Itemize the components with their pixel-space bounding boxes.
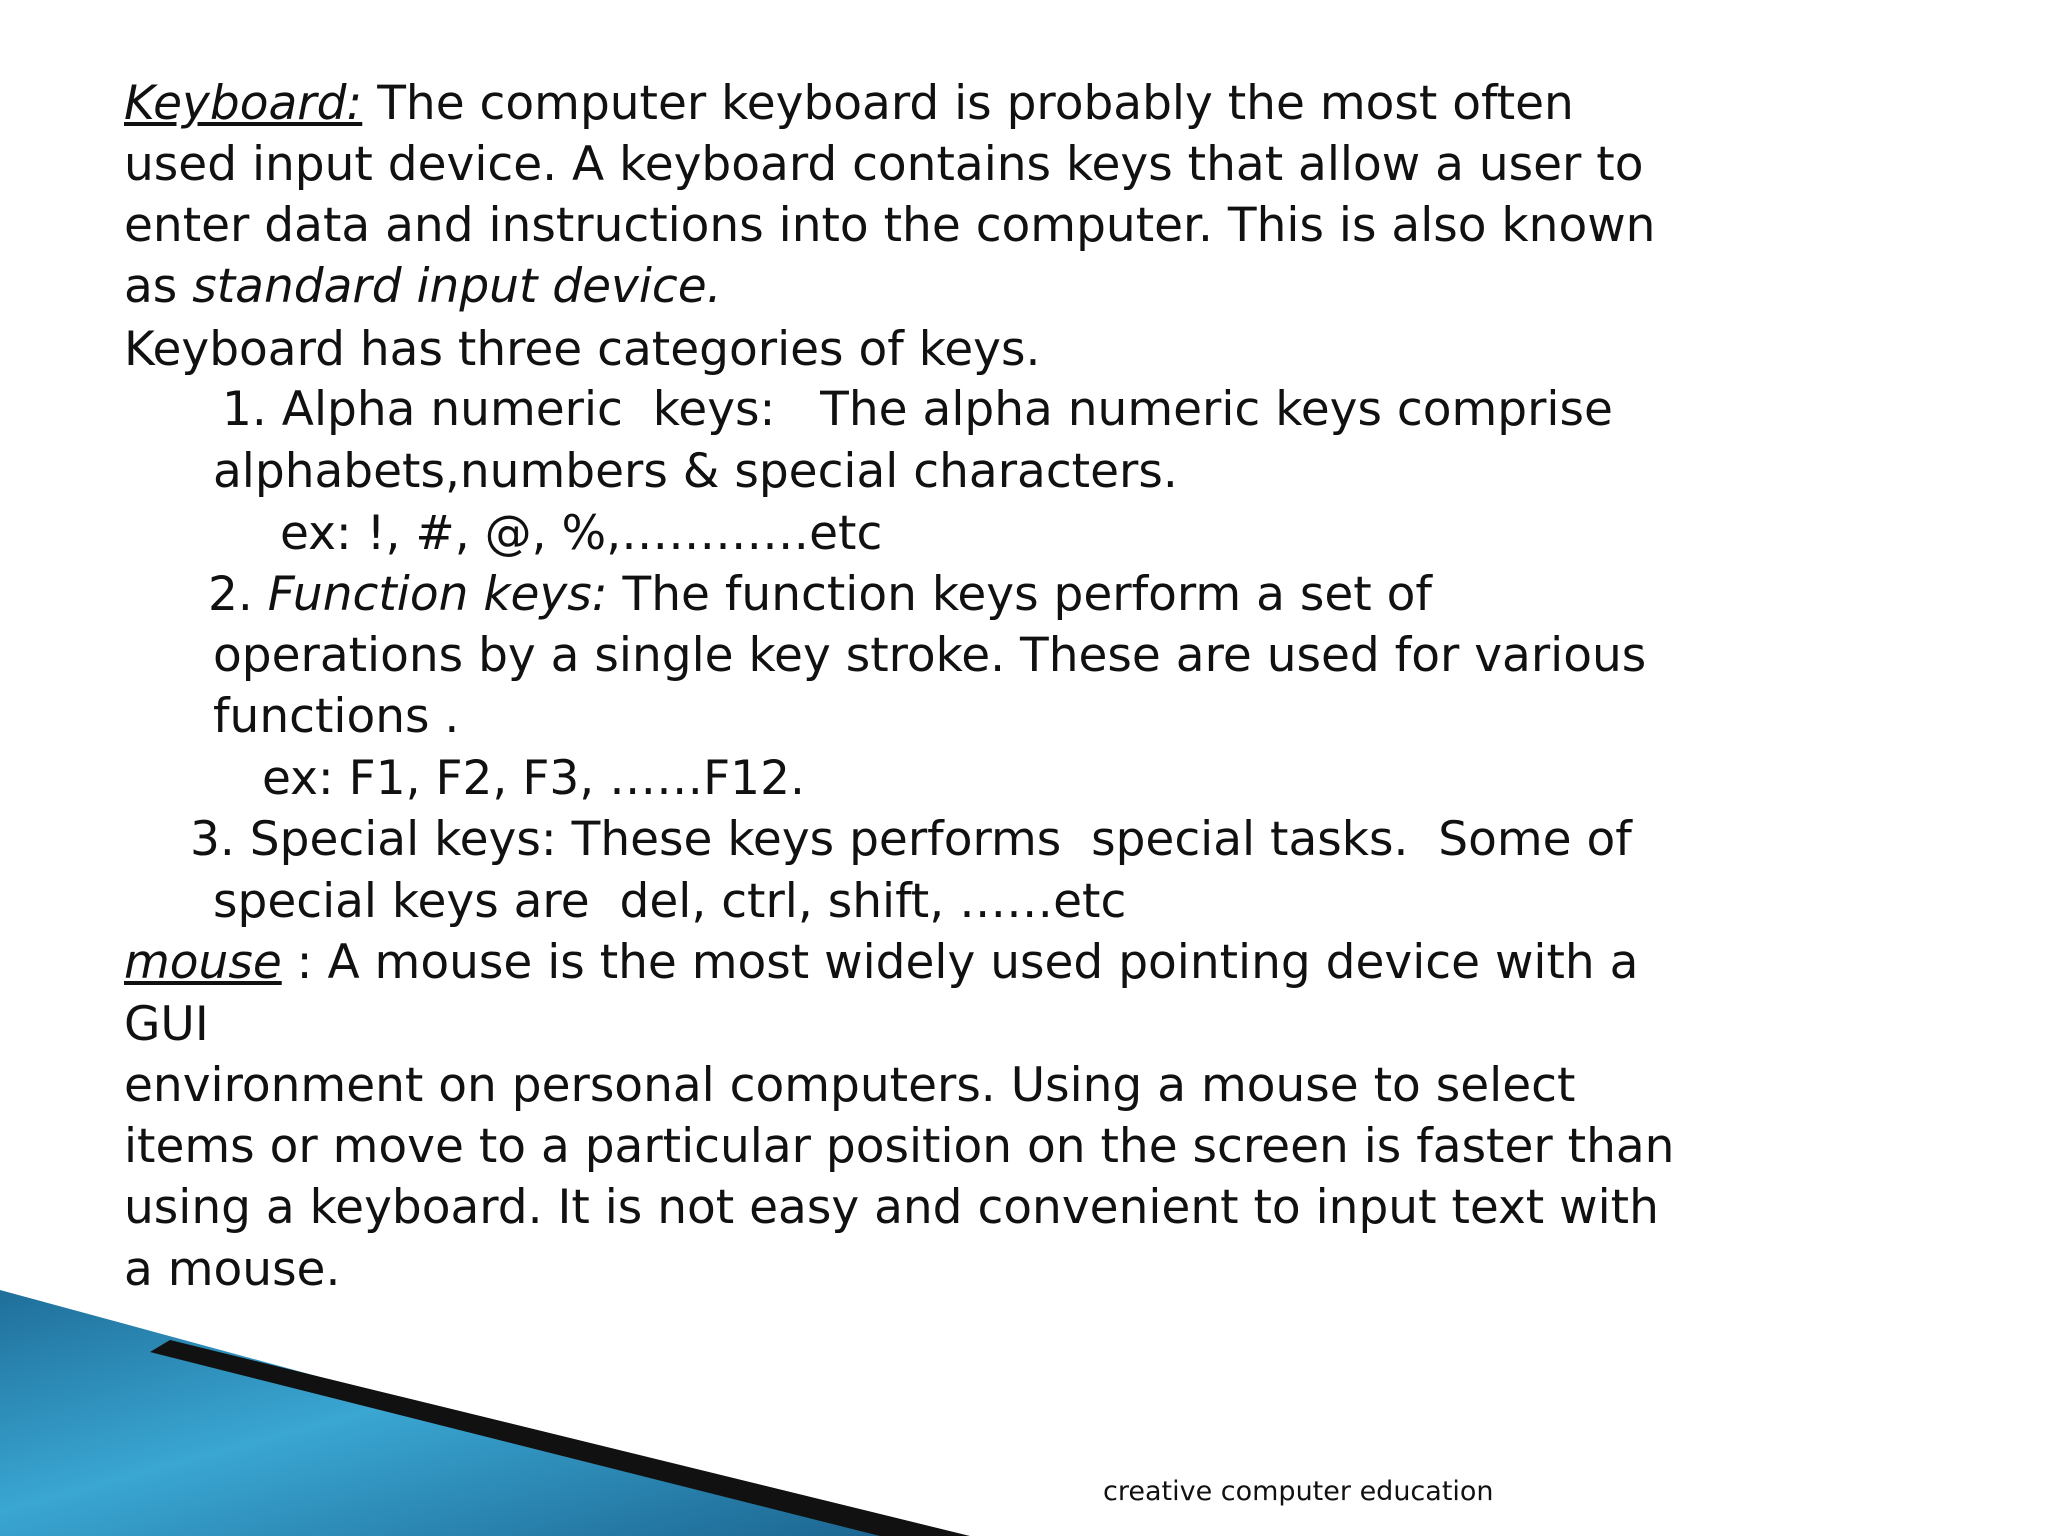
item-2-term: Function keys: <box>267 567 608 622</box>
item-1-example: ex: !, #, @, %,…………etc <box>280 506 883 561</box>
item-3-term: Special keys <box>249 812 541 867</box>
mouse-line-4: items or move to a particular position on the screen is faster than <box>124 1119 1675 1174</box>
item-3-line-1 <box>190 810 1632 870</box>
keyboard-text-1: The computer keyboard is probably the most often <box>362 76 1574 131</box>
item-1-number: 1. <box>222 382 282 437</box>
keyboard-line-4 <box>124 257 722 317</box>
item-3-number: 3. <box>190 812 250 867</box>
item-2-number: 2. <box>208 567 268 622</box>
item-3-text-1: These keys performs special tasks. Some of <box>556 812 1632 867</box>
categories-intro: Keyboard has three categories of keys. <box>124 322 1041 377</box>
keyboard-line-2: used input device. A keyboard contains keys that allow a user to <box>124 137 1644 192</box>
item-2-example: ex: F1, F2, F3, ……F12. <box>262 751 805 806</box>
keyboard-term: Keyboard: <box>124 76 363 131</box>
mouse-line-6: a mouse. <box>124 1242 341 1297</box>
item-2-text-1: The function keys perform a set of <box>607 567 1432 622</box>
item-1-text-1: The alpha numeric keys comprise <box>775 382 1613 437</box>
mouse-text-1: : A mouse is the most widely used pointing device with a <box>281 935 1639 990</box>
keyboard-line-3: enter data and instructions into the computer. This is also known <box>124 198 1656 253</box>
item-3-line-2: special keys are del, ctrl, shift, ……etc <box>213 874 1127 929</box>
item-1-term: Alpha numeric keys <box>281 382 760 437</box>
keyboard-text-4: as <box>124 259 193 314</box>
item-1-colon: : <box>759 382 776 437</box>
mouse-line-5: using a keyboard. It is not easy and convenient to input text with <box>124 1180 1659 1235</box>
item-2-line-3: functions . <box>213 689 460 744</box>
standard-input-device-term: standard input device. <box>192 259 722 314</box>
mouse-line-3: environment on personal computers. Using a mouse to select <box>124 1058 1576 1113</box>
item-3-colon: : <box>540 812 557 867</box>
keyboard-line-1 <box>124 74 1574 134</box>
footer-text: creative computer education <box>1103 1476 1494 1507</box>
item-2-line-1 <box>208 565 1432 625</box>
item-2-line-2: operations by a single key stroke. These are used for various <box>213 628 1647 683</box>
mouse-term: mouse <box>124 935 282 990</box>
item-1-line-1 <box>222 380 1613 440</box>
mouse-line-1 <box>124 933 1638 993</box>
mouse-line-2: GUI <box>124 997 209 1052</box>
item-1-line-2: alphabets,numbers & special characters. <box>213 444 1178 499</box>
